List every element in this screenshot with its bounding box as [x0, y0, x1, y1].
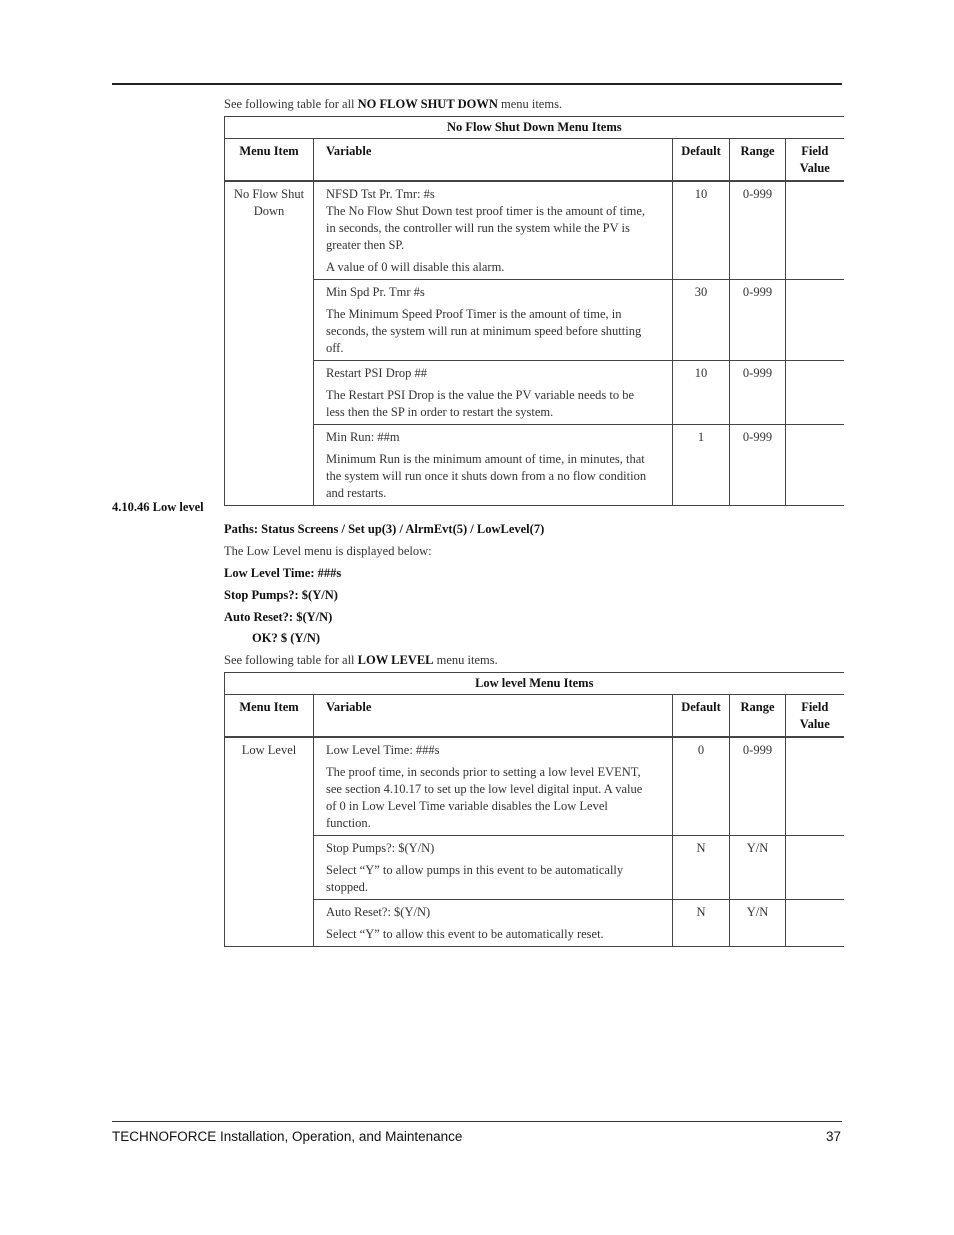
default-value: N: [673, 900, 730, 947]
nfsd-header-item: Menu Item: [225, 139, 314, 182]
lowlevel-intro: [224, 653, 498, 668]
variable-name: Min Spd Pr. Tmr #s: [326, 285, 425, 299]
range-value: Y/N: [730, 900, 786, 947]
default-value: 0: [673, 737, 730, 836]
lowlevel-header-default: Default: [673, 695, 730, 738]
default-value: N: [673, 836, 730, 900]
menu-line-stop-pumps: Stop Pumps?: $(Y/N): [224, 588, 338, 602]
variable-note: A value of 0 will disable this alarm.: [326, 260, 505, 274]
default-value: 10: [673, 361, 730, 425]
menu-line-auto-reset: Auto Reset?: $(Y/N): [224, 610, 333, 624]
variable-description: Select “Y” to allow this event to be automatically reset.: [326, 927, 604, 941]
menu-line-low-level-time: Low Level Time: ###s: [224, 566, 342, 580]
table-row: [225, 280, 844, 361]
range-value: 0-999: [730, 425, 786, 506]
default-value: 10: [673, 181, 730, 280]
range-value: 0-999: [730, 361, 786, 425]
default-value: 1: [673, 425, 730, 506]
variable-name: Stop Pumps?: $(Y/N): [326, 841, 435, 855]
top-rule: [112, 83, 842, 85]
table-row: [225, 737, 844, 836]
menu-displayed-text: The Low Level menu is displayed below:: [224, 544, 432, 558]
lowlevel-menu-item: Low Level: [225, 737, 314, 947]
variable-name: Min Run: ##m: [326, 430, 400, 444]
field-value: [786, 900, 844, 947]
variable-description: The Minimum Speed Proof Timer is the amount of time, in seconds, the system will run at minimum speed before shutting off.: [326, 307, 642, 355]
lowlevel-header-item: Menu Item: [225, 695, 314, 738]
lowlevel-header-field: Field Value: [786, 695, 844, 738]
variable-description: Minimum Run is the minimum amount of time, in minutes, that the system will run once it shuts down from a no flow condition and restarts.: [326, 452, 647, 500]
variable-name: NFSD Tst Pr. Tmr: #s: [326, 187, 435, 201]
range-value: 0-999: [730, 737, 786, 836]
lowlevel-header-variable: Variable: [314, 695, 673, 738]
field-value: [786, 181, 844, 280]
nfsd-table: [224, 116, 844, 506]
lowlevel-header-range: Range: [730, 695, 786, 738]
table-row: [225, 181, 844, 280]
page-number: 37: [826, 1129, 842, 1144]
lowlevel-intro-bold: LOW LEVEL: [357, 653, 434, 667]
range-value: 0-999: [730, 181, 786, 280]
field-value: [786, 737, 844, 836]
nfsd-menu-item: No Flow Shut Down: [225, 181, 314, 506]
variable-description: The No Flow Shut Down test proof timer is the amount of time, in seconds, the controller will run the system while the PV is greater then SP.: [326, 204, 646, 252]
nfsd-header-variable: Variable: [314, 139, 673, 182]
nfsd-intro-bold: NO FLOW SHUT DOWN: [357, 97, 498, 111]
variable-name: Auto Reset?: $(Y/N): [326, 905, 431, 919]
menu-line-ok: OK? $ (Y/N): [252, 631, 321, 645]
nfsd-intro-post: menu items.: [497, 97, 563, 111]
footer-title: TECHNOFORCE Installation, Operation, and Maintenance: [112, 1129, 463, 1144]
table-row: [225, 425, 844, 506]
menu-paths: Paths: Status Screens / Set up(3) / AlrmEvt(5) / LowLevel(7): [224, 522, 545, 536]
field-value: [786, 836, 844, 900]
nfsd-header-range: Range: [730, 139, 786, 182]
variable-description: The Restart PSI Drop is the value the PV variable needs to be less then the SP in order to restart the system.: [326, 388, 635, 419]
nfsd-intro: [224, 97, 562, 112]
nfsd-intro-pre: See following table for all: [224, 97, 358, 111]
footer-rule: [112, 1121, 842, 1122]
variable-description: Select “Y” to allow pumps in this event to be automatically stopped.: [326, 863, 624, 894]
variable-description: The proof time, in seconds prior to setting a low level EVENT, see section 4.10.17 to set up the low level digital input. A value of 0 in Low Level Time variable disables the Low Level function.: [326, 765, 643, 830]
table-row: [225, 836, 844, 900]
lowlevel-table-title: Low level Menu Items: [225, 673, 844, 695]
table-row: [225, 361, 844, 425]
variable-name: Restart PSI Drop ##: [326, 366, 428, 380]
field-value: [786, 361, 844, 425]
nfsd-header-field: Field Value: [786, 139, 844, 182]
default-value: 30: [673, 280, 730, 361]
lowlevel-intro-pre: See following table for all: [224, 653, 358, 667]
lowlevel-table: [224, 672, 844, 947]
range-value: Y/N: [730, 836, 786, 900]
nfsd-table-title: No Flow Shut Down Menu Items: [225, 117, 844, 139]
lowlevel-intro-post: menu items.: [433, 653, 498, 667]
field-value: [786, 425, 844, 506]
section-heading: 4.10.46 Low level: [112, 500, 204, 514]
nfsd-header-default: Default: [673, 139, 730, 182]
table-row: [225, 900, 844, 947]
variable-name: Low Level Time: ###s: [326, 743, 440, 757]
field-value: [786, 280, 844, 361]
range-value: 0-999: [730, 280, 786, 361]
